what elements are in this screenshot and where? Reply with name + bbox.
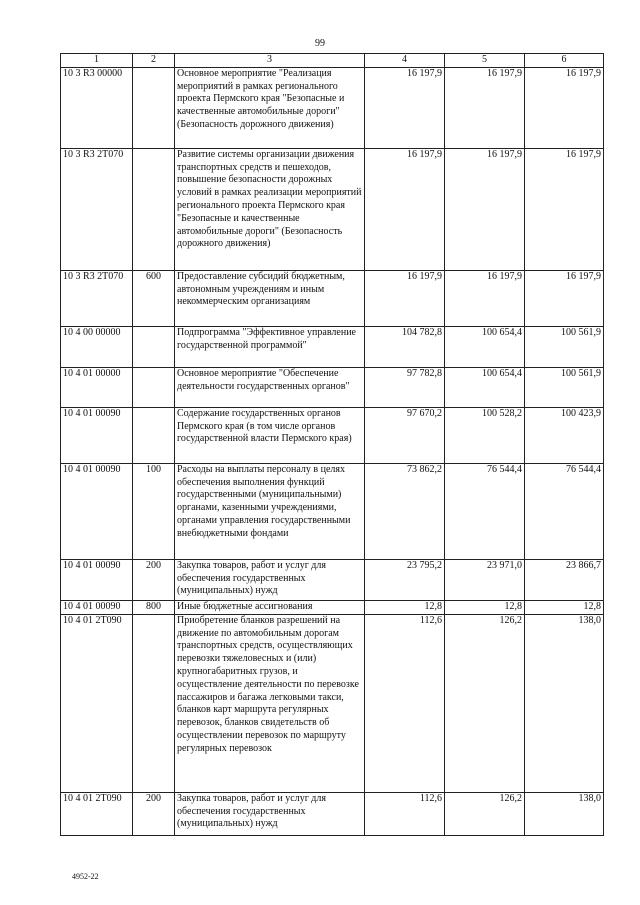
document-id: 4952-22	[72, 872, 99, 881]
row-value-col4: 16 197,9	[365, 148, 445, 270]
row-code: 10 4 01 2T090	[61, 614, 133, 792]
row-expense-type	[133, 407, 175, 463]
row-name: Предоставление субсидий бюджетным, автономным учреждениям и иным некоммерческим организациям	[175, 270, 365, 326]
row-code: 10 4 01 00000	[61, 367, 133, 407]
table-row	[61, 270, 604, 326]
row-code: 10 4 01 00090	[61, 600, 133, 614]
table-row	[61, 559, 604, 600]
row-value-col6: 16 197,9	[525, 270, 604, 326]
row-expense-type	[133, 326, 175, 367]
row-name: Содержание государственных органов Пермского края (в том числе органов государственной власти Пермского края)	[175, 407, 365, 463]
row-expense-type: 100	[133, 463, 175, 559]
column-header-6: 6	[525, 54, 604, 68]
row-value-col6: 16 197,9	[525, 67, 604, 148]
row-value-col5: 100 654,4	[445, 367, 525, 407]
row-code: 10 4 00 00000	[61, 326, 133, 367]
row-value-col6: 138,0	[525, 792, 604, 835]
row-value-col5: 76 544,4	[445, 463, 525, 559]
row-name: Закупка товаров, работ и услуг для обеспечения государственных (муниципальных) нужд	[175, 792, 365, 835]
row-name: Закупка товаров, работ и услуг для обеспечения государственных (муниципальных) нужд	[175, 559, 365, 600]
row-value-col5: 100 528,2	[445, 407, 525, 463]
row-value-col6: 138,0	[525, 614, 604, 792]
table-row	[61, 463, 604, 559]
row-value-col6: 100 423,9	[525, 407, 604, 463]
row-expense-type: 200	[133, 792, 175, 835]
column-header-5: 5	[445, 54, 525, 68]
row-value-col4: 112,6	[365, 614, 445, 792]
row-value-col4: 97 670,2	[365, 407, 445, 463]
row-expense-type: 600	[133, 270, 175, 326]
row-value-col6: 16 197,9	[525, 148, 604, 270]
row-value-col6: 76 544,4	[525, 463, 604, 559]
row-name: Приобретение бланков разрешений на движение по автомобильным дорогам транспортных средств, осуществляющих перевозки тяжеловесных и (или) крупногабаритных грузов, и осуществление деятельности по перевозке пассажиров и багажа легковыми такси, бланков карт маршрута регулярных перевозок, бланков свидетельств об осуществлении перевозок по маршруту регулярных перевозок	[175, 614, 365, 792]
row-name: Развитие системы организации движения транспортных средств и пешеходов, повышение безопасности дорожных условий в рамках реализации мероприятий регионального проекта Пермского края "Безопасные и качественные автомобильные дороги" (Безопасность дорожного движения)	[175, 148, 365, 270]
table-row	[61, 792, 604, 835]
column-header-2: 2	[133, 54, 175, 68]
row-value-col4: 23 795,2	[365, 559, 445, 600]
row-value-col5: 23 971,0	[445, 559, 525, 600]
row-value-col5: 12,8	[445, 600, 525, 614]
table-row	[61, 600, 604, 614]
row-code: 10 3 R3 00000	[61, 67, 133, 148]
row-code: 10 4 01 00090	[61, 463, 133, 559]
row-value-col6: 100 561,9	[525, 367, 604, 407]
row-value-col6: 23 866,7	[525, 559, 604, 600]
row-expense-type	[133, 67, 175, 148]
row-expense-type	[133, 367, 175, 407]
table-row	[61, 148, 604, 270]
budget-table	[60, 53, 604, 836]
column-header-4: 4	[365, 54, 445, 68]
row-value-col5: 16 197,9	[445, 270, 525, 326]
row-value-col5: 126,2	[445, 792, 525, 835]
row-value-col4: 16 197,9	[365, 67, 445, 148]
table-row	[61, 407, 604, 463]
row-name: Иные бюджетные ассигнования	[175, 600, 365, 614]
row-value-col5: 100 654,4	[445, 326, 525, 367]
header-row	[61, 54, 604, 68]
row-value-col6: 12,8	[525, 600, 604, 614]
row-name: Основное мероприятие "Реализация мероприятий в рамках регионального проекта Пермского края "Безопасные и качественные автомобильные дороги" (Безопасность дорожного движения)	[175, 67, 365, 148]
row-value-col4: 104 782,8	[365, 326, 445, 367]
column-header-3: 3	[175, 54, 365, 68]
row-value-col5: 16 197,9	[445, 67, 525, 148]
row-value-col4: 12,8	[365, 600, 445, 614]
row-value-col6: 100 561,9	[525, 326, 604, 367]
table-row	[61, 67, 604, 148]
row-code: 10 4 01 00090	[61, 407, 133, 463]
row-expense-type: 800	[133, 600, 175, 614]
table-row	[61, 326, 604, 367]
row-code: 10 3 R3 2T070	[61, 270, 133, 326]
row-name: Расходы на выплаты персоналу в целях обеспечения выполнения функций государственными (муниципальными) органами, казенными учреждениями, органами управления государственными внебюджетными фондами	[175, 463, 365, 559]
row-value-col5: 16 197,9	[445, 148, 525, 270]
row-name: Основное мероприятие "Обеспечение деятельности государственных органов"	[175, 367, 365, 407]
row-value-col4: 112,6	[365, 792, 445, 835]
table-row	[61, 614, 604, 792]
row-value-col4: 73 862,2	[365, 463, 445, 559]
row-expense-type	[133, 148, 175, 270]
row-value-col5: 126,2	[445, 614, 525, 792]
row-expense-type: 200	[133, 559, 175, 600]
table-row	[61, 367, 604, 407]
row-code: 10 4 01 00090	[61, 559, 133, 600]
row-value-col4: 16 197,9	[365, 270, 445, 326]
row-value-col4: 97 782,8	[365, 367, 445, 407]
page-number: 99	[315, 38, 325, 49]
row-expense-type	[133, 614, 175, 792]
column-header-1: 1	[61, 54, 133, 68]
row-code: 10 4 01 2T090	[61, 792, 133, 835]
row-name: Подпрограмма "Эффективное управление государственной программой"	[175, 326, 365, 367]
row-code: 10 3 R3 2T070	[61, 148, 133, 270]
